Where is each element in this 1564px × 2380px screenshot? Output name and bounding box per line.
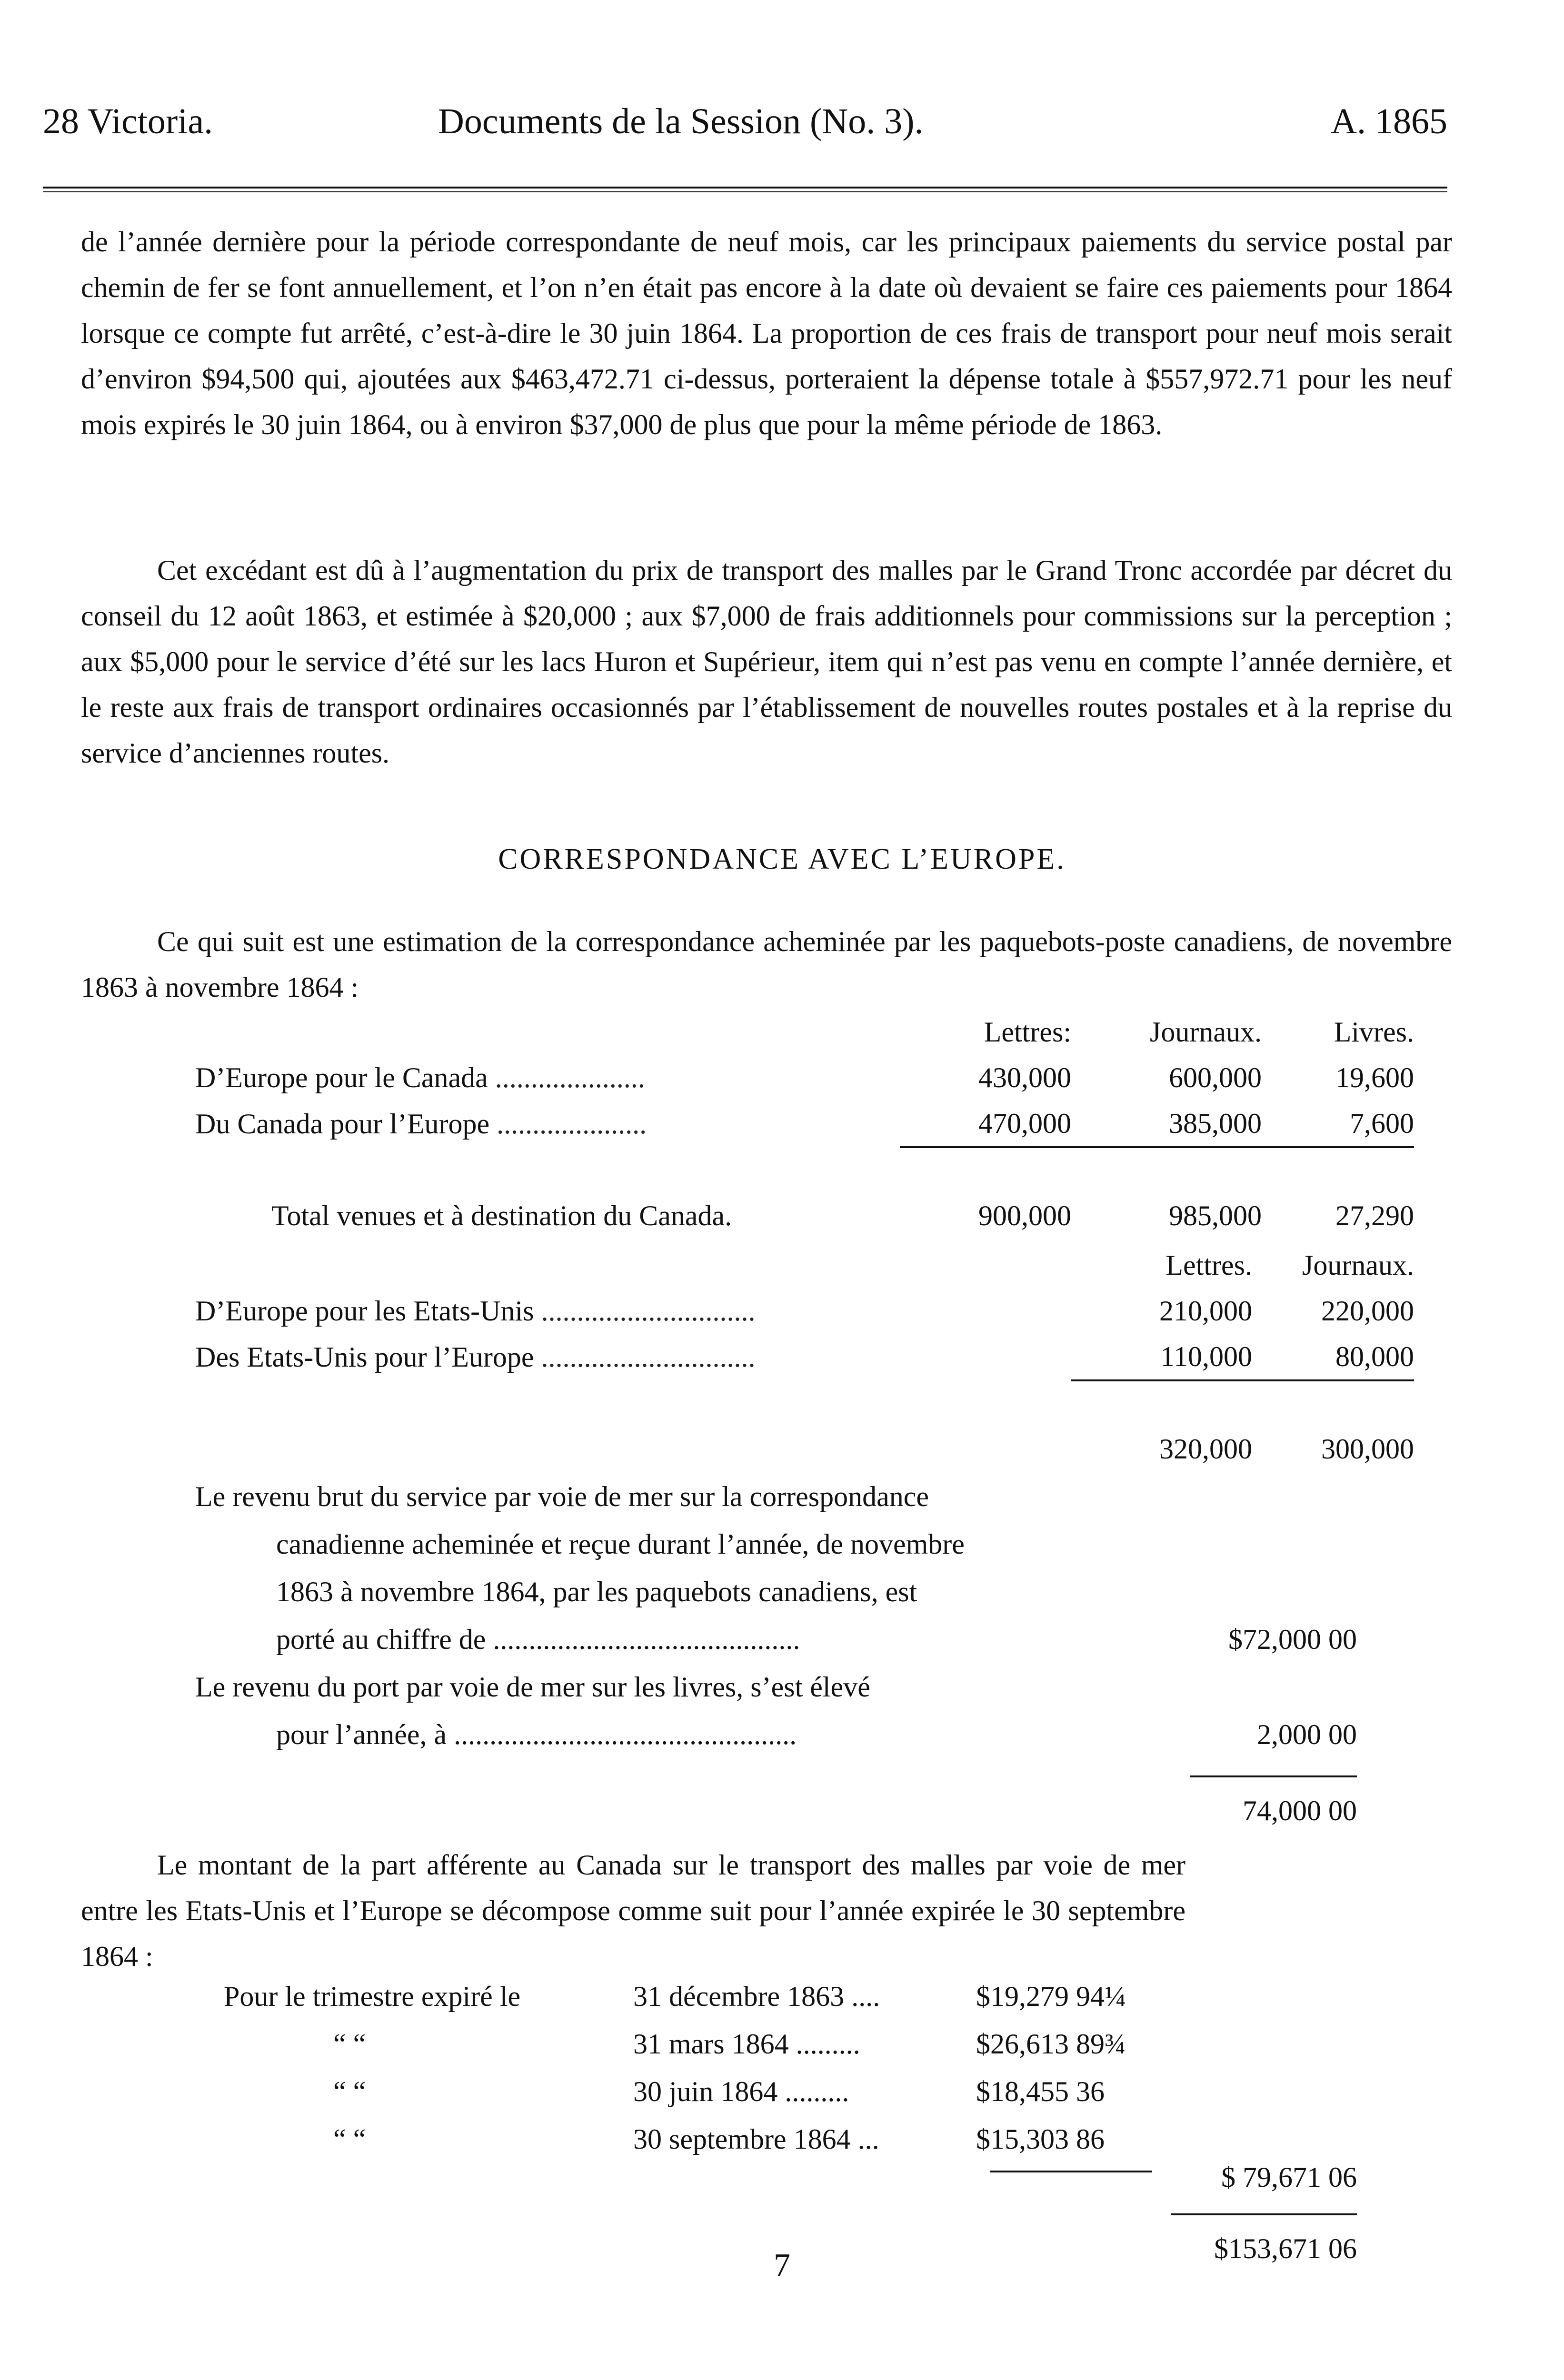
- total-label: Total venues et à destination du Canada.: [271, 1200, 732, 1231]
- cell-value: 110,000: [1160, 1340, 1252, 1372]
- col-header-books: Livres.: [1334, 1016, 1414, 1048]
- table-header-row: [195, 1242, 1414, 1288]
- col-header-letters: Lettres.: [1166, 1249, 1252, 1281]
- quarter-date-text: 31 décembre 1863: [633, 1981, 845, 2012]
- total-value: 985,000: [1169, 1200, 1262, 1231]
- total-value: 300,000: [1321, 1433, 1414, 1465]
- cell-value: 385,000: [1169, 1107, 1262, 1139]
- table-total-row: [195, 1193, 1414, 1239]
- header-volume: 28 Victoria.: [43, 101, 213, 141]
- share-text: Le montant de la part afférente au Canada sur le transport des malles par voie de mer entre les Etats-Unis et l’Europe se décompose comme suit pour l’année expirée le 30 septembre 1864 :: [81, 1849, 1185, 1972]
- excess-text: Cet excédant est dû à l’augmentation du prix de transport des malles par le Grand Tronc accordée par décret du conseil du 12 août 1863, et estimée à $20,000 ; aux $7,000 de frais additionnels pour commissions sur la perception ; aux $5,000 pour le service d’été sur les lacs Huron et Supérieur, item qui n’est pas venu en compte l’année dernière, et le reste aux frais de transport ordinaires occasionnés par l’établissement de nouvelles routes postales et à la reprise du service d’anciennes routes.: [81, 555, 1452, 769]
- cell-value: 210,000: [1159, 1295, 1252, 1327]
- cell-value: 430,000: [978, 1061, 1071, 1093]
- canada-mail-table: [195, 1009, 1414, 1239]
- table-total-row: [195, 1426, 1414, 1472]
- cell-value: 220,000: [1321, 1295, 1414, 1327]
- header-rule: [43, 187, 1447, 192]
- col-header-newspapers: Journaux.: [1302, 1249, 1414, 1281]
- quarters-total: $ 79,671 06: [1221, 2162, 1357, 2193]
- quarter-amount: $19,279 94¼: [976, 1981, 1126, 2012]
- cell-value: 470,000: [978, 1107, 1071, 1139]
- page-number: 7: [774, 2247, 790, 2284]
- gross-revenue-amount: $72,000 00: [1228, 1624, 1357, 1655]
- ditto-marks: “ “: [333, 2028, 366, 2060]
- quarter-date: 31 mars 1864 .........: [633, 2028, 860, 2060]
- estimate-intro-text: Ce qui suit est une estimation de la correspondance acheminée par les paquebots-poste canadiens, de novembre 1863 à novembre 1864 :: [81, 926, 1452, 1003]
- col-header-newspapers: Journaux.: [1150, 1016, 1262, 1048]
- revenue-line: porté au chiffre de ...........................................: [276, 1624, 800, 1655]
- revenue-line: 1863 à novembre 1864, par les paquebots canadiens, est: [276, 1576, 917, 1607]
- books-revenue-amount: 2,000 00: [1257, 1719, 1357, 1750]
- table-row: D’Europe pour le Canada ..................... 430,000 600,000 19,600: [195, 1055, 1414, 1101]
- revenue-line-text: pour l’année, à: [276, 1719, 447, 1750]
- us-mail-table: [195, 1242, 1414, 1472]
- quarter-date: 30 juin 1864 .........: [633, 2076, 849, 2107]
- revenue-line: pour l’année, à ................................................: [276, 1719, 797, 1750]
- intro-paragraph: [81, 219, 1452, 447]
- revenue-line: Le revenu du port par voie de mer sur les livres, s’est élevé: [195, 1671, 870, 1703]
- table-row: Des Etats-Unis pour l’Europe .............................. 110,000 80,000: [195, 1334, 1414, 1380]
- ditto-marks: “ “: [333, 2076, 366, 2107]
- ditto-marks: “ “: [333, 2123, 366, 2155]
- table-row: D’Europe pour les Etats-Unis .............................. 210,000 220,000: [195, 1288, 1414, 1334]
- quarters-rule: [990, 2171, 1152, 2172]
- quarter-amount: $18,455 36: [976, 2076, 1105, 2107]
- row-label: D’Europe pour les Etats-Unis: [195, 1295, 534, 1327]
- cell-value: 7,600: [1350, 1107, 1414, 1139]
- col-header-letters: Lettres:: [984, 1016, 1071, 1048]
- excess-paragraph: [81, 547, 1452, 776]
- revenue-subtotal: 74,000 00: [1243, 1795, 1357, 1826]
- share-paragraph: [81, 1842, 1185, 1979]
- grand-total-rule: [1171, 2213, 1357, 2215]
- quarter-amount: $15,303 86: [976, 2123, 1105, 2155]
- quarter-date-text: 31 mars 1864: [633, 2028, 789, 2060]
- subtotal-rule: [1190, 1775, 1357, 1777]
- cell-value: 19,600: [1335, 1061, 1414, 1093]
- estimate-intro: [81, 919, 1452, 1010]
- section-title: CORRESPONDANCE AVEC L’EUROPE.: [498, 843, 1066, 875]
- revenue-line-text: porté au chiffre de: [276, 1624, 486, 1655]
- total-value: 320,000: [1159, 1433, 1252, 1465]
- total-value: 27,290: [1335, 1200, 1414, 1231]
- quarter-prefix: Pour le trimestre expiré le: [224, 1981, 521, 2012]
- quarter-date-text: 30 juin 1864: [633, 2076, 778, 2107]
- quarter-date: 30 septembre 1864 ...: [633, 2123, 879, 2155]
- row-label: Du Canada pour l’Europe: [195, 1108, 490, 1140]
- row-label: D’Europe pour le Canada: [195, 1061, 488, 1093]
- quarter-date: 31 décembre 1863 ....: [633, 1981, 880, 2012]
- revenue-line: Le revenu brut du service par voie de mer sur la correspondance: [195, 1481, 929, 1512]
- row-label: Des Etats-Unis pour l’Europe: [195, 1341, 534, 1373]
- quarter-date-text: 30 septembre 1864: [633, 2123, 851, 2155]
- intro-text: de l’année dernière pour la période correspondante de neuf mois, car les principaux paiements du service postal par chemin de fer se font annuellement, et l’on n’en était pas encore à la date où devaient se faire ces paiements pour 1864 lorsque ce compte fut arrêté, c’est-à-dire le 30 juin 1864. La proportion de ces frais de transport pour neuf mois serait d’environ $94,500 qui, ajoutées aux $463,472.71 ci-dessus, porteraient la dépense totale à $557,972.71 pour les neuf mois expirés le 30 juin 1864, ou à environ $37,000 de plus que pour la même période de 1863.: [81, 226, 1452, 440]
- table-row: Du Canada pour l’Europe ..................... 470,000 385,000 7,600: [195, 1101, 1414, 1147]
- cell-value: 600,000: [1169, 1061, 1262, 1093]
- running-header: [43, 95, 1447, 148]
- total-value: 900,000: [978, 1200, 1071, 1231]
- header-year: A. 1865: [1331, 101, 1447, 141]
- revenue-line: canadienne acheminée et reçue durant l’année, de novembre: [276, 1528, 965, 1560]
- header-title: Documents de la Session (No. 3).: [438, 101, 924, 141]
- table-header-row: [195, 1009, 1414, 1055]
- grand-total: $153,671 06: [1214, 2233, 1357, 2264]
- cell-value: 80,000: [1335, 1340, 1414, 1372]
- quarter-amount: $26,613 89¾: [976, 2028, 1126, 2060]
